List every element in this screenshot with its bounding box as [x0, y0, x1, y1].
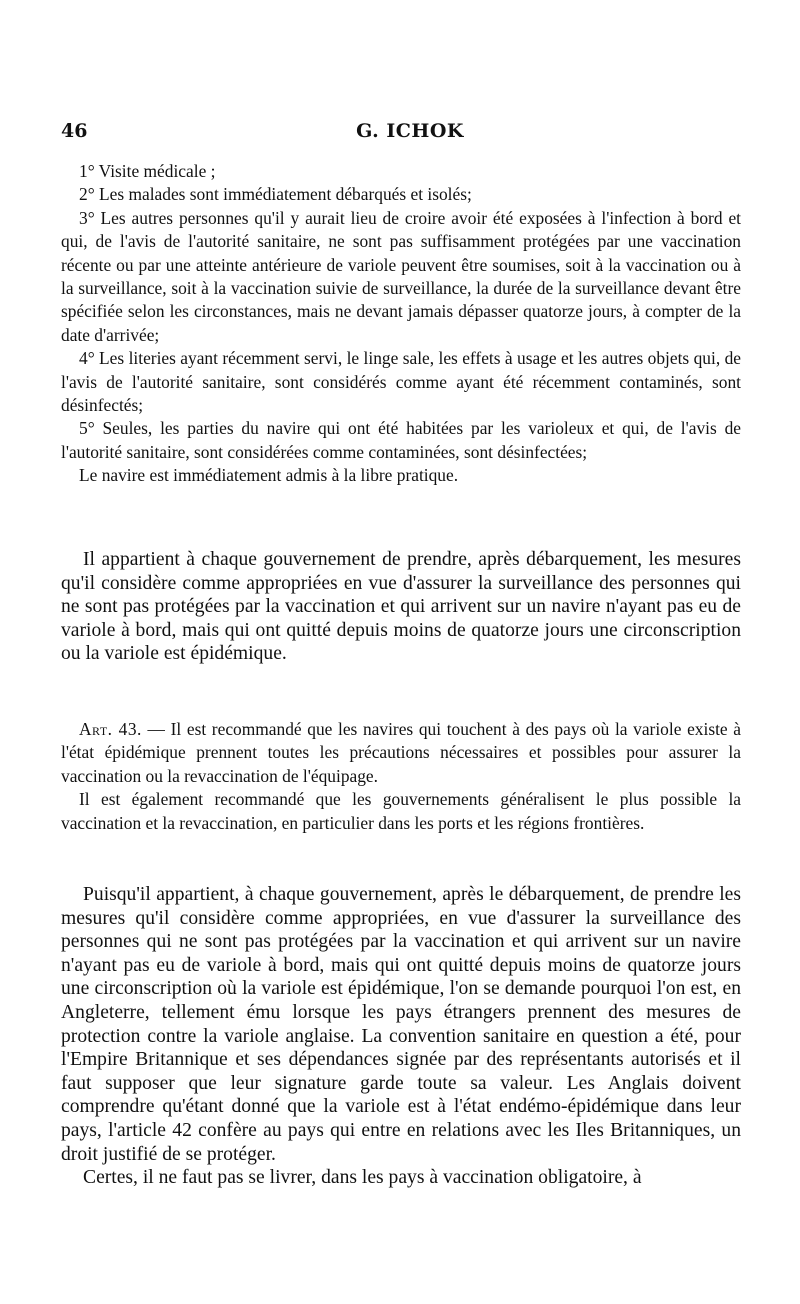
regulation-list — [61, 160, 741, 488]
commentary — [61, 883, 741, 1190]
paragraph-surveillance — [61, 548, 741, 666]
body-paragraph: Il appartient à chaque gouvernement de prendre, après débarquement, les mesures qu'il considère comme appropriées en vue d'assurer la surveillance des personnes qui ne sont pas protégées par la vaccination et qui arrivent sur un navire n'ayant pas eu de variole à bord, mais qui ont quitté depuis moins de quatorze jours une circonscription ou la variole est épidémique. — [61, 549, 741, 665]
body-paragraph: Puisqu'il appartient, à chaque gouvernement, après le débarquement, de prendre les mesures qu'il considère comme appropriées, en vue d'assurer la surveillance des personnes qui ne sont pas protégées par la vaccination et qui arrivent sur un navire n'ayant pas eu de variole à bord, mais qui ont quitté depuis moins de quatorze jours une circonscription où la variole est épidémique, l'on se demande pourquoi l'on est, en Angleterre, tellement ému lorsque les pays étrangers prennent des mesures de protection contre la variole anglaise. La convention sanitaire en question a été, pour l'Empire Britannique et ses dépendances signée par des représentants autorisés et il faut supposer que leur signature garde toute sa valeur. Les Anglais doivent comprendre qu'étant donné que la variole est à l'état endémo-épidémique dans leur pays, l'article 42 confère au pays qui entre en relations avec les Iles Britanniques, un droit justifié de se protéger. — [61, 884, 741, 1165]
running-title: G. ICHOK — [356, 120, 464, 142]
article-43 — [61, 718, 741, 835]
list-item: 5° Seules, les parties du navire qui ont été habitées par les varioleux et qui, de l'avis de l'autorité sanitaire, sont considérées comme contaminées, sont désinfectées; — [61, 418, 741, 462]
body-paragraph: Certes, il ne faut pas se livrer, dans les pays à vaccination obligatoire, à — [83, 1167, 642, 1189]
list-item: 4° Les literies ayant récemment servi, le linge sale, les effets à usage et les autres objets qui, de l'avis de l'autorité sanitaire, sont considérés comme ayant été récemment contaminés, sont désinfectés; — [61, 348, 741, 416]
article-label: Art. 43. — [79, 719, 142, 739]
list-item: 2° Les malades sont immédiatement débarqués et isolés; — [79, 184, 472, 205]
article-paragraph: Il est également recommandé que les gouvernements généralisent le plus possible la vaccination et la revaccination, en particulier dans les ports et les régions frontières. — [61, 789, 741, 833]
page-header — [0, 120, 800, 148]
list-item: Le navire est immédiatement admis à la libre pratique. — [79, 465, 459, 486]
list-item: 1° Visite médicale ; — [79, 161, 216, 181]
article-text: — Il est recommandé que les navires qui touchent à des pays où la variole existe à l'état épidémique prennent toutes les précautions nécessaires et possibles pour assurer la vaccination ou la revaccination de l'équipage. — [61, 719, 741, 786]
list-item: 3° Les autres personnes qu'il y aurait lieu de croire avoir été exposées à l'infection à bord et qui, de l'avis de l'autorité sanitaire, ne sont pas suffisamment protégées par une vaccination récente ou par une atteinte antérieure de variole peuvent être soumises, soit à la vaccination ou à la surveillance, soit à la vaccination suivie de surveillance, la durée de la surveillance devant être spécifiée selon les circonstances, mais ne devant jamais dépasser quatorze jours, à compter de la date d'arrivée; — [61, 207, 741, 345]
page-number: 46 — [61, 120, 88, 142]
